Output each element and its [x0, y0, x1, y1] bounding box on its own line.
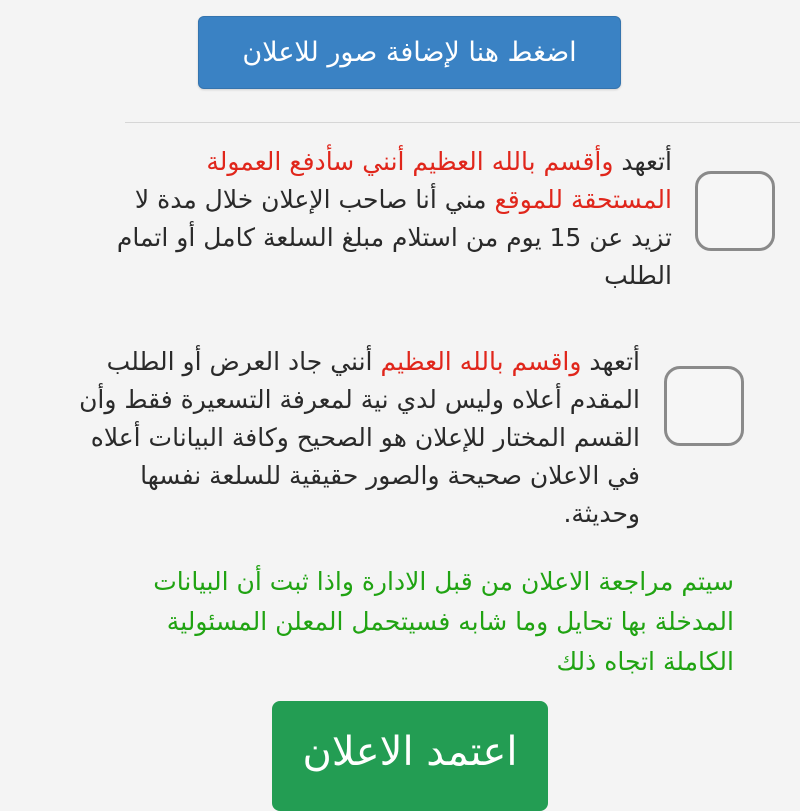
commission-pledge-suffix: مني أنا صاحب الإعلان خلال مدة لا تزيد عن 15 يوم من استلام مبلغ السلعة كامل أو اتمام الطلب — [116, 185, 672, 290]
seriousness-pledge-emphasis: واقسم بالله العظيم — [380, 347, 582, 376]
commission-pledge-checkbox[interactable] — [695, 171, 775, 251]
seriousness-pledge-suffix: أنني جاد العرض أو الطلب المقدم أعلاه وليس لدي نية لمعرفة التسعيرة فقط وأن القسم المختار للإعلان هو الصحيح وكافة البيانات أعلاه في الاعلان صحيحة والصور حقيقية للسلعة نفسها وحديثة. — [79, 347, 640, 528]
review-notice: سيتم مراجعة الاعلان من قبل الادارة واذا ثبت أن البيانات المدخلة بها تحايل وما شابه فسيتحمل المعلن المسئولية الكاملة اتجاه ذلك — [153, 567, 734, 676]
commission-pledge-prefix: أتعهد — [613, 147, 672, 176]
submit-ad-button[interactable]: اعتمد الاعلان — [272, 701, 548, 811]
commission-pledge-text — [112, 143, 672, 295]
section-divider — [125, 122, 800, 123]
commission-pledge-emphasis: وأقسم بالله العظيم أنني سأدفع العمولة المستحقة للموقع — [206, 147, 672, 214]
seriousness-pledge-text — [60, 343, 640, 533]
seriousness-pledge-prefix: أتعهد — [581, 347, 640, 376]
add-photos-button[interactable]: اضغط هنا لإضافة صور للاعلان — [198, 16, 621, 89]
seriousness-pledge-checkbox[interactable] — [664, 366, 744, 446]
